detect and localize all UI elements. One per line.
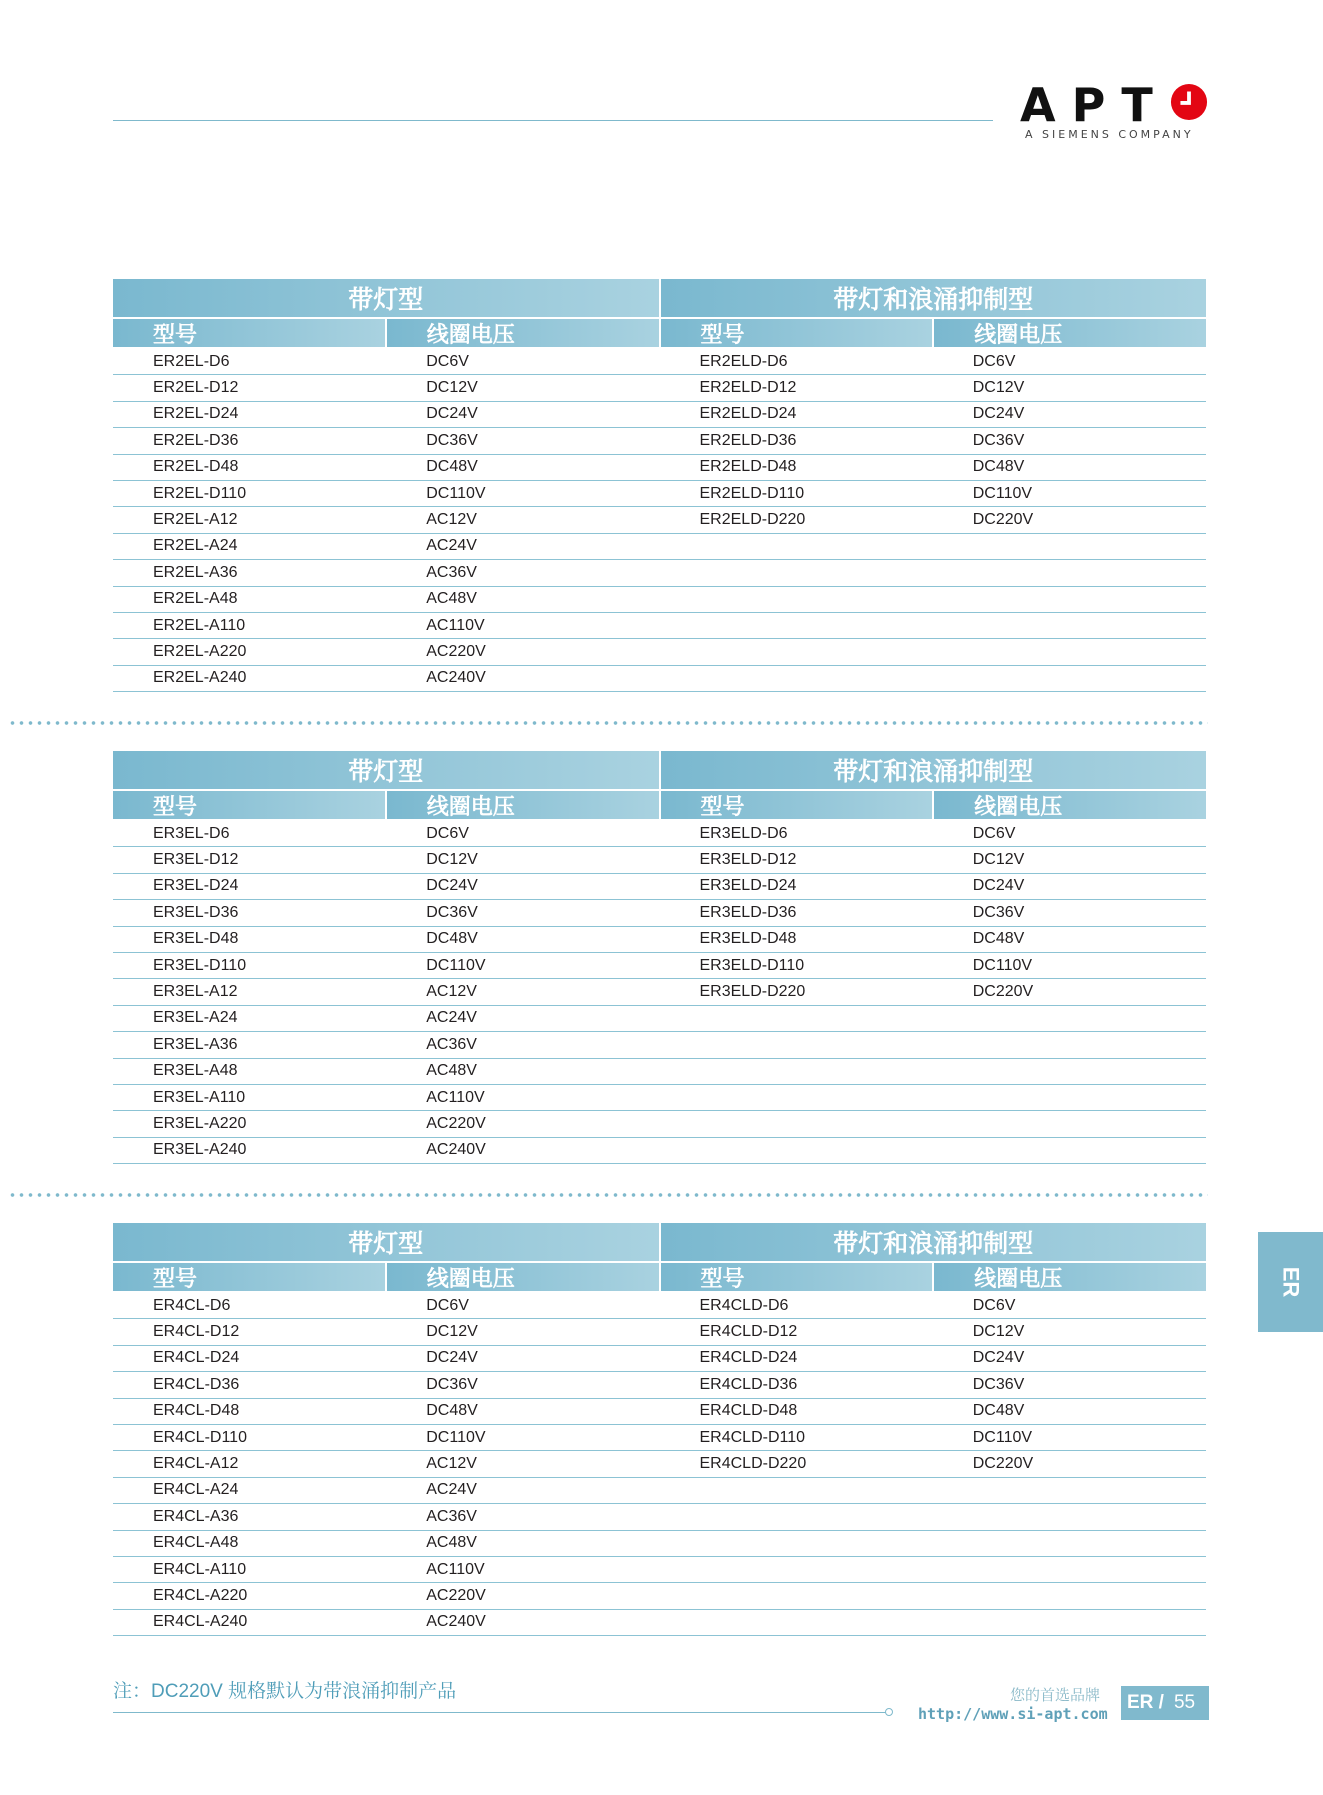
cell-model-surge: ER2ELD-D48: [699, 458, 797, 476]
dotted-divider: [8, 1193, 1208, 1197]
cell-model: ER2EL-A240: [153, 669, 247, 687]
cell-model-surge: [660, 1531, 933, 1556]
table-row: [113, 1293, 1206, 1319]
table-row: [113, 1085, 1206, 1111]
cell-model: ER3EL-D110: [153, 956, 247, 974]
cell-voltage-surge: [933, 1032, 1206, 1057]
side-tab-label: ER: [1278, 1266, 1304, 1298]
table-row: [113, 1425, 1206, 1451]
col-header-voltage: 线圈电压: [387, 791, 659, 819]
table-row: [113, 402, 1206, 428]
cell-model-surge: ER2ELD-D24: [699, 405, 797, 423]
cell-voltage-surge: DC48V: [972, 458, 1025, 476]
cell-model-surge: ER3ELD-D24: [699, 877, 797, 895]
cell-voltage-surge: DC220V: [972, 511, 1034, 529]
table-row: [113, 349, 1206, 375]
cell-voltage: AC36V: [426, 563, 477, 581]
cell-voltage: AC48V: [426, 1534, 477, 1552]
cell-model: ER4CL-A110: [153, 1560, 247, 1578]
table-row: [113, 1319, 1206, 1345]
cell-model: ER3EL-D12: [153, 851, 239, 869]
table-row: [113, 1372, 1206, 1398]
slogan: 您的首选品牌: [1010, 1687, 1101, 1704]
cell-voltage-surge: DC24V: [972, 877, 1025, 895]
cell-model: ER3EL-A36: [153, 1035, 238, 1053]
cell-voltage-surge: [933, 1006, 1206, 1031]
cell-voltage-surge: DC48V: [972, 1402, 1025, 1420]
table-row: [113, 1531, 1206, 1557]
cell-voltage-surge: DC24V: [972, 405, 1025, 423]
title-with-lamp-surge: 带灯和浪涌抑制型: [661, 751, 1207, 789]
table-row: [113, 1346, 1206, 1372]
cell-model: ER4CL-D48: [153, 1402, 240, 1420]
cell-model: ER4CL-A12: [153, 1455, 239, 1473]
cell-voltage: DC36V: [426, 903, 478, 921]
cell-voltage: AC220V: [426, 1114, 486, 1132]
cell-model: ER2EL-A110: [153, 616, 246, 634]
table-row: [113, 534, 1206, 560]
cell-voltage-surge: [933, 639, 1206, 664]
cell-model-surge: ER2ELD-D12: [699, 379, 797, 397]
col-header-model: 型号: [113, 1263, 385, 1291]
cell-voltage: DC6V: [426, 1296, 469, 1314]
cell-voltage: DC48V: [426, 458, 478, 476]
cell-model-surge: [660, 1478, 933, 1503]
side-section-tab[interactable]: [1258, 1232, 1323, 1332]
cell-voltage: AC24V: [426, 537, 477, 555]
table-body: [113, 821, 1206, 1164]
cell-model-surge: [660, 1006, 933, 1031]
cell-model-surge: ER3ELD-D48: [699, 930, 797, 948]
cell-voltage-surge: DC36V: [972, 1375, 1025, 1393]
table-row: [113, 507, 1206, 533]
cell-model: ER3EL-D24: [153, 877, 239, 895]
cell-voltage-surge: DC36V: [972, 431, 1025, 449]
table-row: [113, 847, 1206, 873]
footer-rule: [113, 1712, 888, 1713]
col-header-voltage: 线圈电压: [387, 319, 659, 347]
footnote: 注：DC220V 规格默认为带浪涌抑制产品: [113, 1681, 457, 1702]
table-row: [113, 428, 1206, 454]
cell-model-surge: [660, 587, 933, 612]
cell-voltage-surge: DC110V: [972, 956, 1033, 974]
table-row: [113, 587, 1206, 613]
cell-voltage: DC48V: [426, 930, 478, 948]
cell-model: ER2EL-D48: [153, 458, 239, 476]
cell-model-surge: ER2ELD-D110: [699, 484, 805, 502]
table-row: [113, 1610, 1206, 1636]
cell-voltage: DC6V: [426, 824, 469, 842]
logo-subtitle: A SIEMENS COMPANY: [1025, 128, 1194, 141]
cell-model: ER4CL-A240: [153, 1613, 248, 1631]
col-header-voltage: 线圈电压: [387, 1263, 659, 1291]
cell-model: ER4CL-A24: [153, 1481, 239, 1499]
cell-model-surge: [660, 534, 933, 559]
table-row: [113, 560, 1206, 586]
cell-voltage: DC6V: [426, 352, 469, 370]
cell-voltage-surge: DC220V: [972, 1455, 1034, 1473]
cell-model-surge: [660, 1032, 933, 1057]
cell-model-surge: ER3ELD-D36: [699, 903, 797, 921]
website-link[interactable]: http://www.si-apt.com: [918, 1705, 1108, 1723]
cell-model: ER4CL-D110: [153, 1428, 247, 1446]
cell-model-surge: ER4CLD-D24: [699, 1349, 798, 1367]
footer-rule-end-dot: [885, 1708, 893, 1716]
table-row: [113, 1059, 1206, 1085]
table-row: [113, 1557, 1206, 1583]
cell-model: ER4CL-D6: [153, 1296, 231, 1314]
cell-voltage: DC12V: [426, 851, 478, 869]
cell-model: ER4CL-A36: [153, 1507, 239, 1525]
cell-voltage: AC110V: [426, 1088, 485, 1106]
table-row: [113, 1006, 1206, 1032]
cell-voltage-surge: [933, 1111, 1206, 1136]
cell-model-surge: ER3ELD-D12: [699, 851, 797, 869]
cell-voltage: DC12V: [426, 1323, 478, 1341]
cell-voltage: AC12V: [426, 983, 477, 1001]
cell-voltage-surge: DC220V: [972, 983, 1034, 1001]
cell-voltage-surge: [933, 587, 1206, 612]
cell-model: ER3EL-A220: [153, 1114, 247, 1132]
col-header-model: 型号: [661, 319, 933, 347]
table-row: [113, 953, 1206, 979]
cell-model-surge: ER4CLD-D36: [699, 1375, 798, 1393]
cell-model-surge: ER4CLD-D48: [699, 1402, 798, 1420]
cell-voltage: AC110V: [426, 1560, 485, 1578]
cell-voltage-surge: DC48V: [972, 930, 1025, 948]
cell-voltage: DC36V: [426, 1375, 478, 1393]
table-body: [113, 349, 1206, 692]
cell-model-surge: ER2ELD-D220: [699, 511, 806, 529]
cell-model-surge: [660, 1557, 933, 1582]
title-with-lamp-surge: 带灯和浪涌抑制型: [661, 1223, 1207, 1261]
table-body: [113, 1293, 1206, 1636]
table-row: [113, 1504, 1206, 1530]
cell-model-surge: ER4CLD-D220: [699, 1455, 807, 1473]
cell-voltage: AC220V: [426, 1586, 486, 1604]
cell-model: ER2EL-A36: [153, 563, 238, 581]
logo-clock-icon: [1170, 83, 1208, 121]
cell-voltage: DC48V: [426, 1402, 478, 1420]
cell-voltage-surge: [933, 1059, 1206, 1084]
cell-voltage: AC240V: [426, 1141, 486, 1159]
cell-voltage: AC240V: [426, 669, 486, 687]
cell-voltage: DC110V: [426, 1428, 486, 1446]
cell-model: ER4CL-D24: [153, 1349, 240, 1367]
cell-model: ER4CL-D36: [153, 1375, 240, 1393]
cell-model-surge: [660, 560, 933, 585]
cell-model: ER3EL-A24: [153, 1009, 238, 1027]
cell-model-surge: [660, 1138, 933, 1163]
cell-model: ER2EL-D6: [153, 352, 230, 370]
cell-model-surge: [660, 1059, 933, 1084]
cell-voltage-surge: [933, 1531, 1206, 1556]
table-row: [113, 375, 1206, 401]
table-row: [113, 639, 1206, 665]
er2-table: [113, 279, 1206, 692]
cell-model-surge: [660, 1504, 933, 1529]
header-rule: [113, 120, 993, 121]
cell-model-surge: [660, 1583, 933, 1608]
cell-model: ER3EL-A110: [153, 1088, 246, 1106]
cell-voltage-surge: [933, 534, 1206, 559]
cell-voltage-surge: [933, 560, 1206, 585]
title-with-lamp: 带灯型: [113, 279, 659, 317]
cell-voltage: DC24V: [426, 877, 478, 895]
table-row: [113, 613, 1206, 639]
cell-model: ER2EL-D12: [153, 379, 239, 397]
cell-model: ER3EL-D6: [153, 824, 230, 842]
cell-model: ER2EL-A24: [153, 537, 238, 555]
col-header-model: 型号: [113, 319, 385, 347]
table-row: [113, 821, 1206, 847]
table-row: [113, 900, 1206, 926]
cell-model-surge: ER4CLD-D12: [699, 1323, 798, 1341]
table-row: [113, 481, 1206, 507]
cell-model-surge: [660, 1085, 933, 1110]
col-header-model: 型号: [661, 1263, 933, 1291]
page-number: 55: [1173, 1692, 1196, 1713]
table-row: [113, 666, 1206, 692]
table-row: [113, 1478, 1206, 1504]
cell-model: ER3EL-A48: [153, 1062, 238, 1080]
cell-model-surge: ER3ELD-D220: [699, 983, 806, 1001]
cell-voltage: AC36V: [426, 1507, 477, 1525]
cell-model-surge: [660, 1610, 933, 1635]
cell-model: ER3EL-A12: [153, 983, 238, 1001]
cell-voltage-surge: [933, 1085, 1206, 1110]
cell-voltage: AC12V: [426, 1455, 477, 1473]
cell-voltage: DC12V: [426, 379, 478, 397]
cell-model: ER3EL-A240: [153, 1141, 247, 1159]
cell-model-surge: ER4CLD-D110: [699, 1428, 806, 1446]
cell-model: ER2EL-A220: [153, 642, 247, 660]
table-row: [113, 927, 1206, 953]
col-header-voltage: 线圈电压: [934, 319, 1206, 347]
cell-voltage-surge: DC6V: [972, 824, 1016, 842]
cell-model-surge: [660, 1111, 933, 1136]
table-row: [113, 979, 1206, 1005]
cell-model-surge: ER4CLD-D6: [699, 1296, 789, 1314]
section-label: ER /: [1127, 1692, 1164, 1713]
cell-model-surge: ER2ELD-D36: [699, 431, 797, 449]
cell-voltage-surge: DC12V: [972, 1323, 1025, 1341]
cell-voltage-surge: [933, 1610, 1206, 1635]
cell-model: ER2EL-D24: [153, 405, 239, 423]
cell-model: ER4CL-A220: [153, 1586, 248, 1604]
cell-model: ER2EL-D36: [153, 431, 239, 449]
cell-model-surge: [660, 639, 933, 664]
cell-voltage: AC48V: [426, 590, 477, 608]
cell-model-surge: [660, 613, 933, 638]
er3-table: [113, 751, 1206, 1164]
cell-model-surge: ER3ELD-D6: [699, 824, 788, 842]
table-row: [113, 1111, 1206, 1137]
cell-voltage-surge: DC6V: [972, 352, 1016, 370]
table-row: [113, 1451, 1206, 1477]
title-with-lamp-surge: 带灯和浪涌抑制型: [661, 279, 1207, 317]
dotted-divider: [8, 721, 1208, 725]
cell-voltage-surge: DC12V: [972, 851, 1025, 869]
apt-logo: [1020, 78, 1210, 148]
cell-model-surge: [660, 666, 933, 691]
table-row: [113, 1138, 1206, 1164]
table-row: [113, 1583, 1206, 1609]
table-row: [113, 1032, 1206, 1058]
cell-model-surge: ER3ELD-D110: [699, 956, 805, 974]
table-row: [113, 1399, 1206, 1425]
cell-voltage-surge: [933, 1504, 1206, 1529]
page-number-box: [1121, 1686, 1209, 1720]
cell-model: ER2EL-A48: [153, 590, 238, 608]
cell-voltage-surge: DC6V: [972, 1296, 1016, 1314]
cell-voltage: DC36V: [426, 431, 478, 449]
cell-voltage-surge: DC24V: [972, 1349, 1025, 1367]
cell-model: ER4CL-D12: [153, 1323, 240, 1341]
logo-wordmark: APT: [1020, 78, 1169, 132]
cell-model: ER3EL-D48: [153, 930, 239, 948]
cell-voltage-surge: [933, 1478, 1206, 1503]
cell-voltage-surge: [933, 1138, 1206, 1163]
cell-voltage: DC110V: [426, 484, 486, 502]
col-header-voltage: 线圈电压: [934, 791, 1206, 819]
er4-table: [113, 1223, 1206, 1636]
cell-model: ER2EL-A12: [153, 511, 238, 529]
cell-model: ER4CL-A48: [153, 1534, 239, 1552]
cell-voltage-surge: DC36V: [972, 903, 1025, 921]
cell-voltage: AC110V: [426, 616, 485, 634]
title-with-lamp: 带灯型: [113, 751, 659, 789]
cell-voltage: DC110V: [426, 956, 486, 974]
col-header-model: 型号: [113, 791, 385, 819]
cell-voltage: DC24V: [426, 1349, 478, 1367]
cell-voltage: AC48V: [426, 1062, 477, 1080]
cell-model: ER2EL-D110: [153, 484, 247, 502]
cell-voltage-surge: DC110V: [972, 484, 1033, 502]
cell-model-surge: ER2ELD-D6: [699, 352, 788, 370]
cell-voltage-surge: DC12V: [972, 379, 1025, 397]
cell-model: ER3EL-D36: [153, 903, 239, 921]
table-row: [113, 455, 1206, 481]
cell-voltage: AC36V: [426, 1035, 477, 1053]
col-header-voltage: 线圈电压: [934, 1263, 1206, 1291]
cell-voltage: DC24V: [426, 405, 478, 423]
col-header-model: 型号: [661, 791, 933, 819]
cell-voltage: AC24V: [426, 1009, 477, 1027]
cell-voltage: AC12V: [426, 511, 477, 529]
title-with-lamp: 带灯型: [113, 1223, 659, 1261]
table-row: [113, 874, 1206, 900]
cell-voltage: AC220V: [426, 642, 486, 660]
cell-voltage: AC24V: [426, 1481, 477, 1499]
cell-voltage-surge: [933, 1583, 1206, 1608]
cell-voltage-surge: [933, 613, 1206, 638]
cell-voltage-surge: [933, 666, 1206, 691]
cell-voltage-surge: [933, 1557, 1206, 1582]
cell-voltage-surge: DC110V: [972, 1428, 1033, 1446]
cell-voltage: AC240V: [426, 1613, 486, 1631]
